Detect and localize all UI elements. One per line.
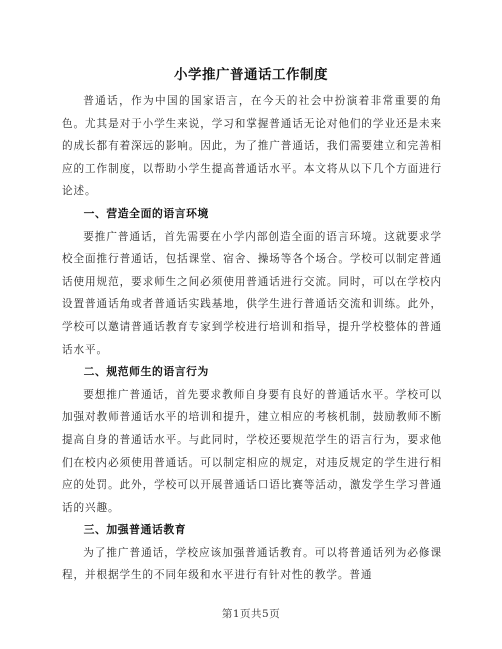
section-3-heading: 三、加强普通话教育 [83, 523, 187, 537]
section-2-paragraph: 要想推广普通话，首先要求教师自身要有良好的普通话水平。学校可以加强对教师普通话水平的培训和提升，建立相应的考核机制，鼓励教师不断提高自身的普通话水平。与此同时，学校还要规范学生的语言行为，要求他们在校内必须使用普通话。可以制定相应的规定，对违反规定的学生进行相应的处罚。此外，学校可以开展普通话口语比赛等活动，激发学生学习普通话的兴趣。 [62, 388, 442, 514]
footer-page-mid: 页 [240, 608, 251, 620]
footer-total-pages: 5 [262, 608, 270, 620]
document-body [62, 90, 442, 587]
section-1-heading: 一、营造全面的语言环境 [83, 206, 209, 220]
footer-page-prefix: 第 [221, 608, 233, 620]
page-footer [0, 606, 502, 621]
section-3-paragraph: 为了推广普通话，学校应该加强普通话教育。可以将普通话列为必修课程，并根据学生的不同年级和水平进行有针对性的教学。普通 [62, 546, 442, 582]
footer-total-suffix: 页 [269, 608, 281, 620]
section-1-paragraph: 要推广普通话，首先需要在小学内部创造全面的语言环境。这就要求学校全面推行普通话，包括课堂、宿舍、操场等各个场合。学校可以制定普通话使用规范，要求师生之间必须使用普通话进行交流。同时，可以在学校内设置普通话角或者普通话实践基地，供学生进行普通话交流和训练。此外，学校可以邀请普通话教育专家到学校进行培训和指导，提升学校整体的普通话水平。 [62, 230, 442, 356]
intro-paragraph: 普通话，作为中国的国家语言，在今天的社会中扮演着非常重要的角色。尤其是对于小学生来说，学习和掌握普通话无论对他们的学业还是未来的成长都有着深远的影响。因此，为了推广普通话，我们需要建立和完善相应的工作制度，以帮助小学生提高普通话水平。本文将从以下几个方面进行论述。 [62, 95, 442, 198]
section-2-heading: 二、规范师生的语言行为 [83, 365, 209, 379]
footer-page-number: 1 [232, 608, 240, 620]
footer-total-prefix: 共 [251, 608, 262, 620]
document-title: 小学推广普通话工作制度 [174, 67, 328, 83]
